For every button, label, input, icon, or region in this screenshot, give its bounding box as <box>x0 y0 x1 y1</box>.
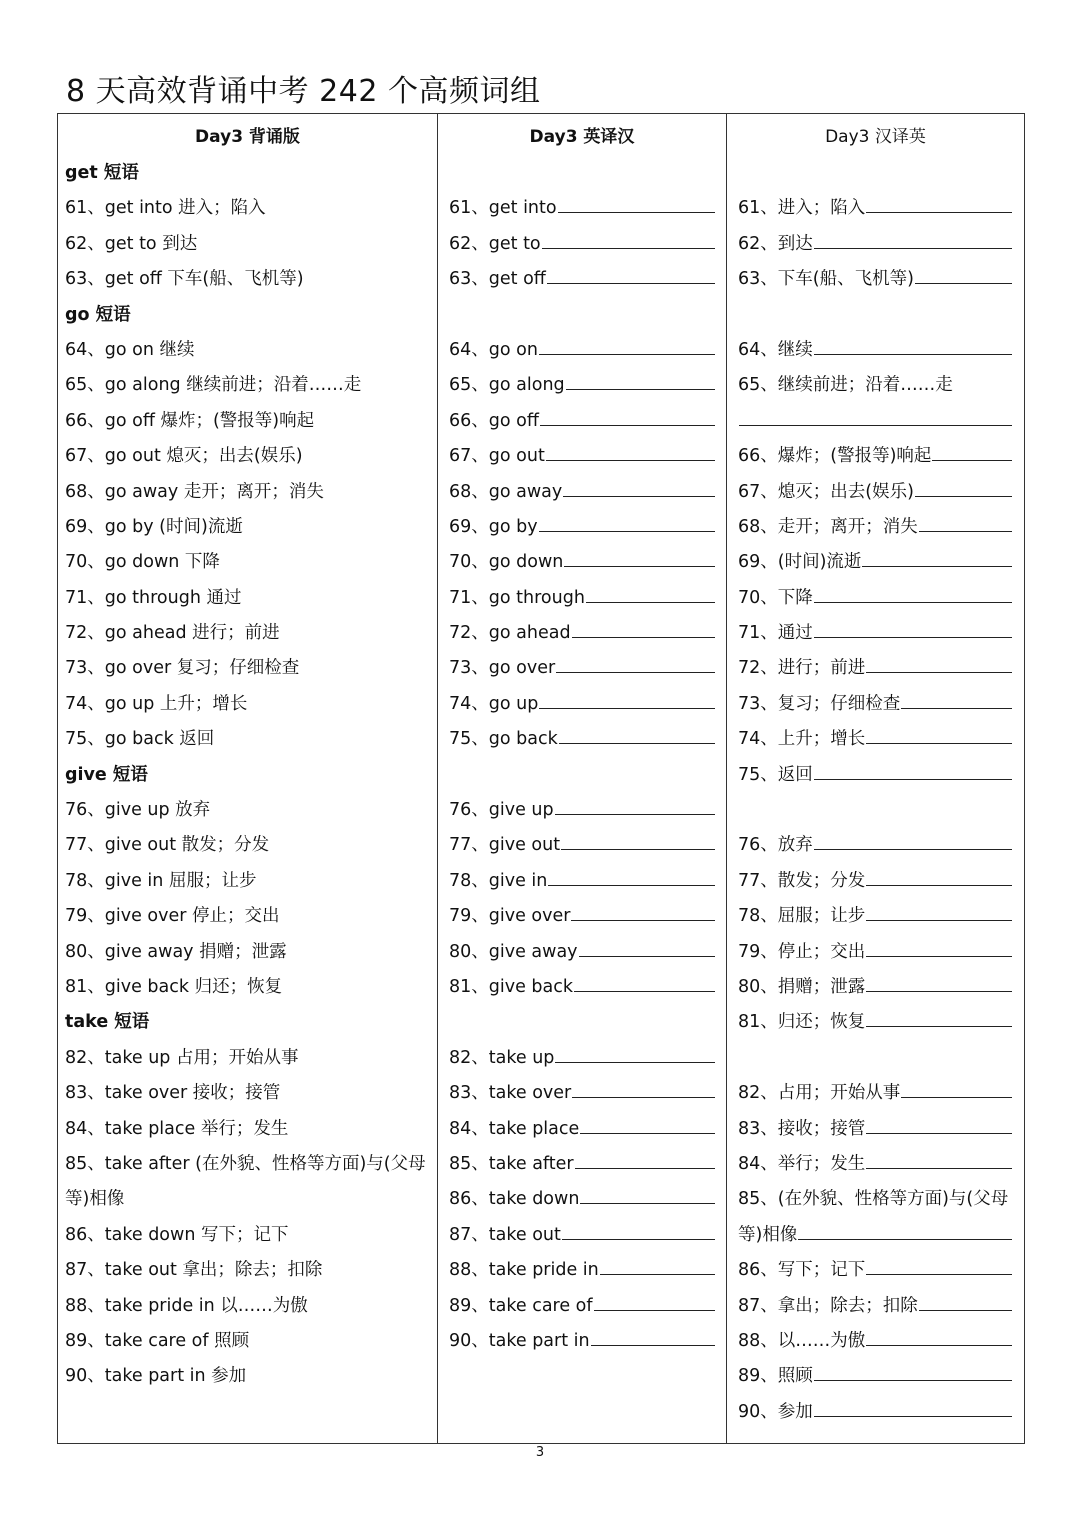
list-item <box>58 404 437 439</box>
list-item <box>58 1289 437 1324</box>
item-text: take 短语 <box>65 1012 150 1033</box>
list-item <box>727 191 1024 226</box>
list-item <box>438 404 726 439</box>
list-item <box>58 1324 437 1359</box>
list-item <box>58 970 437 1005</box>
column-header: Day3 背诵版 <box>195 127 300 147</box>
column-recite <box>58 114 438 1443</box>
list-item <box>438 156 726 191</box>
answer-blank-line <box>866 884 1012 886</box>
list-item <box>727 333 1024 368</box>
list-item <box>438 510 726 545</box>
item-text: 78、give in 屈服；让步 <box>65 870 257 891</box>
answer-blank-line <box>814 247 1012 249</box>
list-item <box>727 156 1024 191</box>
list-item <box>438 722 726 757</box>
list-item <box>438 545 726 580</box>
list-item <box>58 475 437 510</box>
list-item <box>727 758 1024 793</box>
item-text: 61、进入；陷入 <box>738 198 866 219</box>
item-text: 69、go by (时间)流逝 <box>65 516 243 537</box>
list-item <box>727 1147 1024 1182</box>
list-item <box>438 1182 726 1217</box>
answer-blank-line <box>540 424 715 426</box>
list-item <box>58 1041 437 1076</box>
list-item <box>58 864 437 899</box>
item-text: 84、take place 举行；发生 <box>65 1118 289 1139</box>
item-text: 68、go away <box>449 481 563 502</box>
answer-blank-line <box>559 742 715 744</box>
list-item <box>438 651 726 686</box>
item-text: 72、进行；前进 <box>738 658 866 679</box>
item-text: 67、go out 熄灭；出去(娱乐) <box>65 446 303 467</box>
item-text: 76、give up <box>449 800 554 821</box>
answer-blank-line <box>547 282 715 284</box>
item-text: 72、go ahead 进行；前进 <box>65 623 280 644</box>
list-item <box>727 368 1024 403</box>
list-item <box>58 1182 437 1217</box>
list-item <box>727 298 1024 333</box>
list-item <box>58 581 437 616</box>
item-text: 74、上升；增长 <box>738 729 866 750</box>
answer-blank-line <box>901 707 1012 709</box>
column-header: Day3 汉译英 <box>825 127 926 147</box>
list-item <box>727 1289 1024 1324</box>
item-text: 84、举行；发生 <box>738 1153 866 1174</box>
list-item <box>727 1395 1024 1430</box>
item-text: 83、take over <box>449 1083 572 1104</box>
list-item <box>58 510 437 545</box>
item-text: 81、归还；恢复 <box>738 1012 866 1033</box>
answer-blank-line <box>572 1096 715 1098</box>
answer-blank-line <box>591 1344 715 1346</box>
list-item <box>438 828 726 863</box>
answer-blank-line <box>814 601 1012 603</box>
item-text: 62、get to <box>449 233 541 254</box>
answer-blank-line <box>542 247 715 249</box>
list-item <box>58 722 437 757</box>
answer-blank-line <box>915 495 1012 497</box>
column-rows <box>438 156 726 1359</box>
list-item <box>727 510 1024 545</box>
item-text: 90、take part in <box>449 1330 590 1351</box>
item-text: 86、take down <box>449 1189 580 1210</box>
item-text: 66、go off <box>449 410 539 431</box>
list-item <box>727 545 1024 580</box>
answer-blank-line <box>814 848 1012 850</box>
list-item <box>438 864 726 899</box>
item-text: 85、take after <box>449 1153 574 1174</box>
item-text: 61、get into <box>449 198 557 219</box>
list-item <box>58 439 437 474</box>
item-text: 82、take up 占用；开始从事 <box>65 1047 299 1068</box>
section-heading <box>58 156 437 191</box>
answer-blank-line <box>915 282 1012 284</box>
item-text: 77、散发；分发 <box>738 870 866 891</box>
item-text: 70、go down <box>449 552 564 573</box>
item-text: 65、go along <box>449 375 565 396</box>
list-item <box>58 616 437 651</box>
column-english-to-chinese <box>438 114 727 1443</box>
list-item <box>58 828 437 863</box>
list-item <box>727 864 1024 899</box>
item-text: 83、接收；接管 <box>738 1118 866 1139</box>
answer-blank-line <box>866 1273 1012 1275</box>
list-item <box>438 262 726 297</box>
list-item <box>58 333 437 368</box>
list-item <box>438 1218 726 1253</box>
item-text: 63、get off <box>449 269 546 290</box>
answer-blank-line <box>572 636 715 638</box>
list-item <box>438 333 726 368</box>
answer-blank-line <box>814 353 1012 355</box>
answer-blank-line <box>539 530 715 532</box>
answer-blank-line <box>566 388 715 390</box>
list-item <box>727 1041 1024 1076</box>
item-text: 89、照顾 <box>738 1366 813 1387</box>
list-item <box>727 651 1024 686</box>
list-item <box>438 191 726 226</box>
item-text: 89、take care of <box>449 1295 593 1316</box>
item-text: 80、give away <box>449 941 578 962</box>
item-text: 90、参加 <box>738 1401 813 1422</box>
item-text: 89、take care of 照顾 <box>65 1330 250 1351</box>
answer-blank-line <box>866 671 1012 673</box>
answer-blank-line <box>546 459 715 461</box>
list-item <box>727 793 1024 828</box>
item-text: 67、熄灭；出去(娱乐) <box>738 481 914 502</box>
list-item <box>727 1182 1024 1217</box>
item-text: 79、停止；交出 <box>738 941 866 962</box>
column-rows <box>727 156 1024 1430</box>
answer-blank-line <box>594 1309 715 1311</box>
answer-blank-line <box>555 1061 715 1063</box>
item-text: 66、go off 爆炸；(警报等)响起 <box>65 410 315 431</box>
list-item <box>727 828 1024 863</box>
list-item <box>438 899 726 934</box>
item-text: 69、(时间)流逝 <box>738 552 862 573</box>
list-item <box>438 1041 726 1076</box>
item-text: 85、take after (在外貌、性格等方面)与(父母 <box>65 1153 426 1174</box>
item-text: 88、take pride in <box>449 1260 599 1281</box>
list-item <box>727 970 1024 1005</box>
item-text: 76、give up 放弃 <box>65 800 211 821</box>
item-text: 等)相像 <box>738 1224 798 1245</box>
list-item <box>727 1112 1024 1147</box>
list-item <box>438 439 726 474</box>
item-text: 76、放弃 <box>738 835 813 856</box>
list-item <box>727 687 1024 722</box>
answer-blank-line <box>866 919 1012 921</box>
item-text: 75、go back 返回 <box>65 729 215 750</box>
answer-blank-line <box>866 1167 1012 1169</box>
vocabulary-table <box>57 113 1025 1444</box>
item-text: 71、通过 <box>738 623 813 644</box>
answer-blank-line <box>814 778 1012 780</box>
item-text: 64、继续 <box>738 339 813 360</box>
answer-blank-line <box>562 1238 715 1240</box>
list-item <box>438 298 726 333</box>
answer-blank-line <box>555 813 715 815</box>
column-rows <box>58 156 437 1395</box>
answer-blank-line <box>866 211 1012 213</box>
list-item <box>438 1147 726 1182</box>
item-text: 75、返回 <box>738 764 813 785</box>
answer-blank-line <box>600 1273 715 1275</box>
answer-blank-line <box>901 1096 1012 1098</box>
item-text: 66、爆炸；(警报等)响起 <box>738 446 932 467</box>
list-item <box>727 722 1024 757</box>
item-text: 等)相像 <box>65 1189 125 1210</box>
answer-blank-line <box>548 884 715 886</box>
answer-blank-line <box>563 495 715 497</box>
answer-blank-line <box>866 990 1012 992</box>
answer-blank-line <box>561 848 715 850</box>
answer-blank-line <box>919 530 1012 532</box>
answer-blank-line <box>539 353 715 355</box>
list-item <box>58 1359 437 1394</box>
list-item <box>58 651 437 686</box>
list-item <box>727 581 1024 616</box>
section-heading <box>58 1005 437 1040</box>
answer-blank-line <box>919 1309 1012 1311</box>
item-text: 84、take place <box>449 1118 580 1139</box>
list-item <box>727 1324 1024 1359</box>
item-text: 77、give out <box>449 835 561 856</box>
answer-blank-line <box>575 1167 715 1169</box>
item-text: 72、go ahead <box>449 623 571 644</box>
answer-blank-line <box>580 1132 715 1134</box>
item-text: 78、屈服；让步 <box>738 906 866 927</box>
answer-blank-line <box>571 919 715 921</box>
item-text: 64、go on <box>449 339 538 360</box>
list-item <box>727 616 1024 651</box>
item-text: 83、take over 接收；接管 <box>65 1083 281 1104</box>
item-text: 62、到达 <box>738 233 813 254</box>
answer-blank-line <box>862 565 1012 567</box>
list-item <box>58 1218 437 1253</box>
answer-blank-line <box>814 1379 1012 1381</box>
list-item <box>438 581 726 616</box>
list-item <box>58 687 437 722</box>
list-item <box>58 1076 437 1111</box>
list-item <box>58 545 437 580</box>
answer-blank-line <box>798 1238 1012 1240</box>
answer-blank-line <box>866 1344 1012 1346</box>
column-chinese-to-english <box>727 114 1024 1443</box>
item-text: 70、go down 下降 <box>65 552 220 573</box>
item-text: 75、go back <box>449 729 558 750</box>
column-header: Day3 英译汉 <box>529 127 635 147</box>
section-heading <box>58 758 437 793</box>
page-number: 3 <box>535 1445 545 1460</box>
item-text: 73、go over <box>449 658 556 679</box>
item-text: 63、下车(船、飞机等) <box>738 269 914 290</box>
list-item <box>438 616 726 651</box>
answer-blank-line <box>866 955 1012 957</box>
item-text: 87、拿出；除去；扣除 <box>738 1295 918 1316</box>
list-item <box>438 1324 726 1359</box>
item-text: 77、give out 散发；分发 <box>65 835 270 856</box>
list-item <box>58 1112 437 1147</box>
section-heading <box>58 298 437 333</box>
list-item <box>727 1359 1024 1394</box>
item-text: 71、go through <box>449 587 585 608</box>
list-item <box>438 1005 726 1040</box>
item-text: 68、go away 走开；离开；消失 <box>65 481 324 502</box>
list-item <box>58 935 437 970</box>
list-item <box>727 1253 1024 1288</box>
item-text: 74、go up <box>449 693 539 714</box>
list-item <box>438 1112 726 1147</box>
item-text: 61、get into 进入；陷入 <box>65 198 266 219</box>
list-item <box>58 899 437 934</box>
answer-blank-line <box>932 459 1012 461</box>
list-item <box>58 227 437 262</box>
list-item <box>438 1289 726 1324</box>
item-text: give 短语 <box>65 764 148 785</box>
list-item <box>727 227 1024 262</box>
item-text: 85、(在外貌、性格等方面)与(父母 <box>738 1189 1009 1210</box>
item-text: 87、take out 拿出；除去；扣除 <box>65 1260 323 1281</box>
list-item <box>727 1218 1024 1253</box>
item-text: 64、go on 继续 <box>65 339 195 360</box>
list-item <box>727 1005 1024 1040</box>
list-item <box>727 262 1024 297</box>
item-text: 67、go out <box>449 446 545 467</box>
list-item <box>438 227 726 262</box>
item-text: 65、go along 继续前进；沿着……走 <box>65 375 362 396</box>
list-item <box>58 1253 437 1288</box>
list-item <box>58 1147 437 1182</box>
item-text: 81、give back <box>449 976 574 997</box>
item-text: 80、give away 捐赠；泄露 <box>65 941 287 962</box>
page-title: 8 天高效背诵中考 242 个高频词组 <box>66 74 541 109</box>
list-item <box>727 475 1024 510</box>
list-item <box>438 1076 726 1111</box>
answer-blank-line <box>579 955 715 957</box>
answer-blank-line <box>814 1415 1012 1417</box>
list-item <box>727 935 1024 970</box>
item-text: get 短语 <box>65 163 139 183</box>
item-text: 86、写下；记下 <box>738 1260 866 1281</box>
answer-blank-line <box>866 1025 1012 1027</box>
answer-blank-line <box>556 671 715 673</box>
answer-blank-line <box>866 1132 1012 1134</box>
item-text: 79、give over 停止；交出 <box>65 906 280 927</box>
list-item <box>438 935 726 970</box>
list-item <box>727 404 1024 439</box>
item-text: 87、take out <box>449 1224 561 1245</box>
item-text: 90、take part in 参加 <box>65 1366 247 1387</box>
list-item <box>438 687 726 722</box>
item-text: 65、继续前进；沿着……走 <box>738 375 953 396</box>
list-item <box>438 368 726 403</box>
list-item <box>438 1253 726 1288</box>
answer-blank-line <box>866 742 1012 744</box>
item-text: 86、take down 写下；记下 <box>65 1224 289 1245</box>
item-text: 88、take pride in 以……为傲 <box>65 1295 308 1316</box>
item-text: 88、以……为傲 <box>738 1330 866 1351</box>
item-text: 62、get to 到达 <box>65 233 198 254</box>
answer-blank-line <box>739 424 1012 426</box>
item-text: 80、捐赠；泄露 <box>738 976 866 997</box>
list-item <box>727 899 1024 934</box>
item-text: 70、下降 <box>738 587 813 608</box>
item-text: 68、走开；离开；消失 <box>738 516 918 537</box>
item-text: 81、give back 归还；恢复 <box>65 976 283 997</box>
answer-blank-line <box>558 211 715 213</box>
item-text: 73、复习；仔细检查 <box>738 693 901 714</box>
list-item <box>727 1076 1024 1111</box>
list-item <box>58 191 437 226</box>
list-item <box>58 262 437 297</box>
answer-blank-line <box>814 636 1012 638</box>
list-item <box>438 475 726 510</box>
item-text: 78、give in <box>449 870 548 891</box>
list-item <box>58 368 437 403</box>
item-text: 73、go over 复习；仔细检查 <box>65 658 300 679</box>
item-text: 82、take up <box>449 1047 555 1068</box>
answer-blank-line <box>580 1202 715 1204</box>
list-item <box>438 793 726 828</box>
item-text: 69、go by <box>449 516 538 537</box>
answer-blank-line <box>574 990 715 992</box>
list-item <box>727 439 1024 474</box>
item-text: 82、占用；开始从事 <box>738 1083 901 1104</box>
answer-blank-line <box>539 707 715 709</box>
list-item <box>58 793 437 828</box>
item-text: 79、give over <box>449 906 571 927</box>
list-item <box>438 970 726 1005</box>
item-text: go 短语 <box>65 304 131 325</box>
answer-blank-line <box>586 601 715 603</box>
item-text: 74、go up 上升；增长 <box>65 693 248 714</box>
item-text: 63、get off 下车(船、飞机等) <box>65 269 304 290</box>
item-text: 71、go through 通过 <box>65 587 242 608</box>
answer-blank-line <box>564 565 715 567</box>
list-item <box>438 758 726 793</box>
